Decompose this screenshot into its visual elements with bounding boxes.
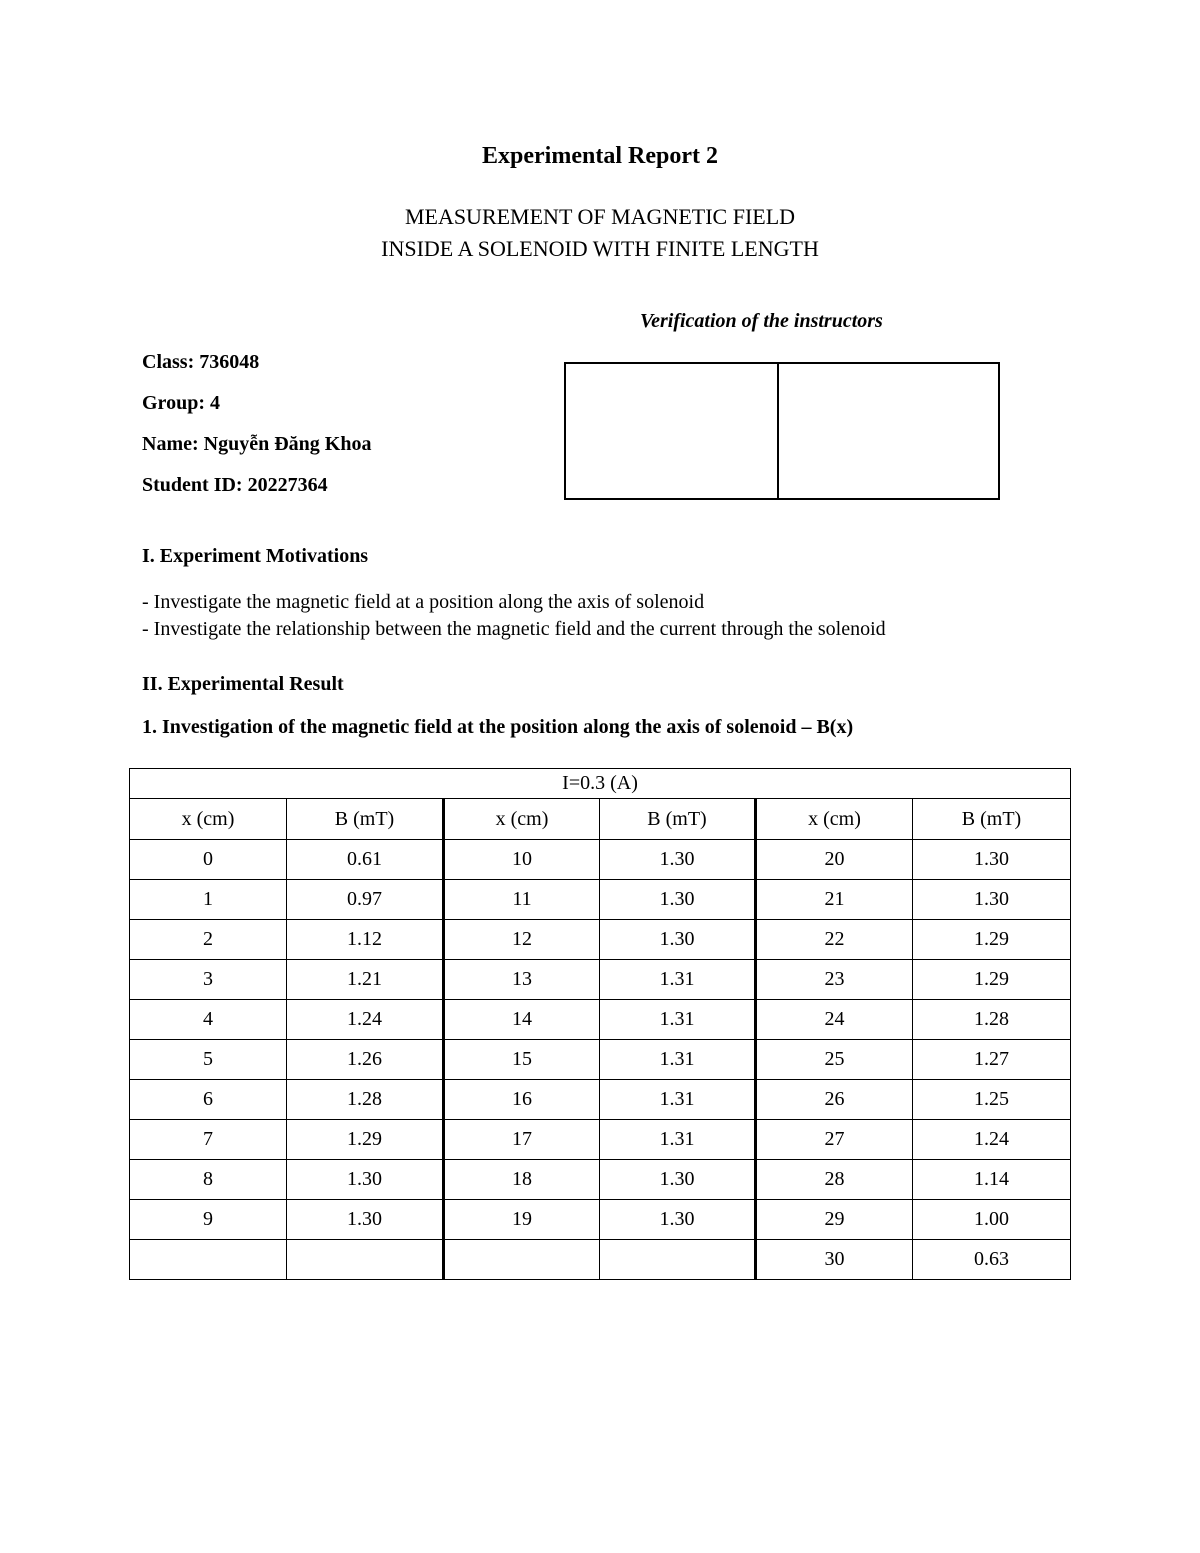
x-value-cell: 6 (130, 1080, 287, 1120)
x-value-cell (444, 1240, 600, 1280)
b-value-cell: 1.29 (913, 960, 1071, 1000)
b-value-cell: 1.31 (600, 960, 756, 1000)
x-value-cell: 5 (130, 1040, 287, 1080)
table-row (130, 1240, 1071, 1280)
x-value-cell: 27 (756, 1120, 913, 1160)
section-results-heading: II. Experimental Result (142, 673, 344, 695)
class-info: Class: 736048 (142, 351, 260, 373)
current-label-cell: I=0.3 (A) (130, 769, 1071, 799)
motivation-item: - Investigate the relationship between the magnetic field and the current through the solenoid (142, 618, 886, 640)
b-value-cell: 1.30 (287, 1160, 444, 1200)
b-value-cell: 1.31 (600, 1120, 756, 1160)
report-title: Experimental Report 2 (482, 143, 718, 169)
x-value-cell: 3 (130, 960, 287, 1000)
table-row (130, 880, 1071, 920)
table-row (130, 1080, 1071, 1120)
b-value-cell (287, 1240, 444, 1280)
magnetic-field-table (129, 768, 1071, 1280)
section-motivations-heading: I. Experiment Motivations (142, 545, 369, 567)
report-subtitle-line1: MEASUREMENT OF MAGNETIC FIELD (404, 204, 796, 229)
b-value-cell: 1.25 (913, 1080, 1071, 1120)
b-value-cell: 1.21 (287, 960, 444, 1000)
column-header-b: B (mT) (600, 799, 756, 840)
x-value-cell: 25 (756, 1040, 913, 1080)
b-value-cell: 1.29 (287, 1120, 444, 1160)
b-value-cell: 1.27 (913, 1040, 1071, 1080)
b-value-cell: 1.30 (287, 1200, 444, 1240)
table-row (130, 840, 1071, 880)
table-row (130, 960, 1071, 1000)
b-value-cell: 1.30 (600, 840, 756, 880)
signature-cell-left (566, 364, 779, 498)
b-value-cell: 0.63 (913, 1240, 1071, 1280)
x-value-cell: 29 (756, 1200, 913, 1240)
b-value-cell: 1.26 (287, 1040, 444, 1080)
b-value-cell: 1.24 (287, 1000, 444, 1040)
b-value-cell: 1.00 (913, 1200, 1071, 1240)
student-id-info: Student ID: 20227364 (142, 474, 328, 496)
x-value-cell: 30 (756, 1240, 913, 1280)
x-value-cell: 19 (444, 1200, 600, 1240)
b-value-cell: 1.30 (600, 880, 756, 920)
b-value-cell: 1.24 (913, 1120, 1071, 1160)
b-value-cell: 1.28 (913, 1000, 1071, 1040)
table-row (130, 1160, 1071, 1200)
x-value-cell: 2 (130, 920, 287, 960)
x-value-cell: 26 (756, 1080, 913, 1120)
b-value-cell: 1.31 (600, 1040, 756, 1080)
b-value-cell: 1.29 (913, 920, 1071, 960)
b-value-cell: 1.31 (600, 1000, 756, 1040)
b-value-cell: 1.30 (913, 880, 1071, 920)
b-value-cell: 1.31 (600, 1080, 756, 1120)
column-header-b: B (mT) (287, 799, 444, 840)
table-row (130, 920, 1071, 960)
x-value-cell: 13 (444, 960, 600, 1000)
x-value-cell: 7 (130, 1120, 287, 1160)
verification-label: Verification of the instructors (640, 310, 883, 332)
table-row (130, 1120, 1071, 1160)
x-value-cell: 1 (130, 880, 287, 920)
x-value-cell: 15 (444, 1040, 600, 1080)
table-row (130, 1200, 1071, 1240)
motivation-item: - Investigate the magnetic field at a position along the axis of solenoid (142, 591, 705, 613)
x-value-cell: 18 (444, 1160, 600, 1200)
signature-cell-right (779, 364, 998, 498)
x-value-cell (130, 1240, 287, 1280)
table-row (130, 1000, 1071, 1040)
x-value-cell: 12 (444, 920, 600, 960)
b-value-cell: 1.30 (600, 920, 756, 960)
x-value-cell: 17 (444, 1120, 600, 1160)
report-subtitle-line2: INSIDE A SOLENOID WITH FINITE LENGTH (381, 236, 819, 261)
b-value-cell: 0.97 (287, 880, 444, 920)
x-value-cell: 23 (756, 960, 913, 1000)
x-value-cell: 0 (130, 840, 287, 880)
group-info: Group: 4 (142, 392, 220, 414)
b-value-cell: 1.28 (287, 1080, 444, 1120)
b-value-cell (600, 1240, 756, 1280)
column-header-b: B (mT) (913, 799, 1071, 840)
x-value-cell: 20 (756, 840, 913, 880)
x-value-cell: 21 (756, 880, 913, 920)
b-value-cell: 1.30 (600, 1160, 756, 1200)
b-value-cell: 1.30 (913, 840, 1071, 880)
x-value-cell: 11 (444, 880, 600, 920)
x-value-cell: 24 (756, 1000, 913, 1040)
x-value-cell: 22 (756, 920, 913, 960)
x-value-cell: 4 (130, 1000, 287, 1040)
b-value-cell: 1.14 (913, 1160, 1071, 1200)
b-value-cell: 0.61 (287, 840, 444, 880)
x-value-cell: 16 (444, 1080, 600, 1120)
x-value-cell: 28 (756, 1160, 913, 1200)
b-value-cell: 1.30 (600, 1200, 756, 1240)
b-value-cell: 1.12 (287, 920, 444, 960)
table-row (130, 1040, 1071, 1080)
instructor-signature-box (564, 362, 1000, 500)
x-value-cell: 14 (444, 1000, 600, 1040)
x-value-cell: 9 (130, 1200, 287, 1240)
name-info: Name: Nguyễn Đăng Khoa (142, 433, 372, 455)
column-header-x: x (cm) (130, 799, 287, 840)
column-header-x: x (cm) (756, 799, 913, 840)
x-value-cell: 10 (444, 840, 600, 880)
subsection-bx-heading: 1. Investigation of the magnetic field at the position along the axis of solenoid – B(x) (142, 716, 854, 738)
x-value-cell: 8 (130, 1160, 287, 1200)
column-header-x: x (cm) (444, 799, 600, 840)
